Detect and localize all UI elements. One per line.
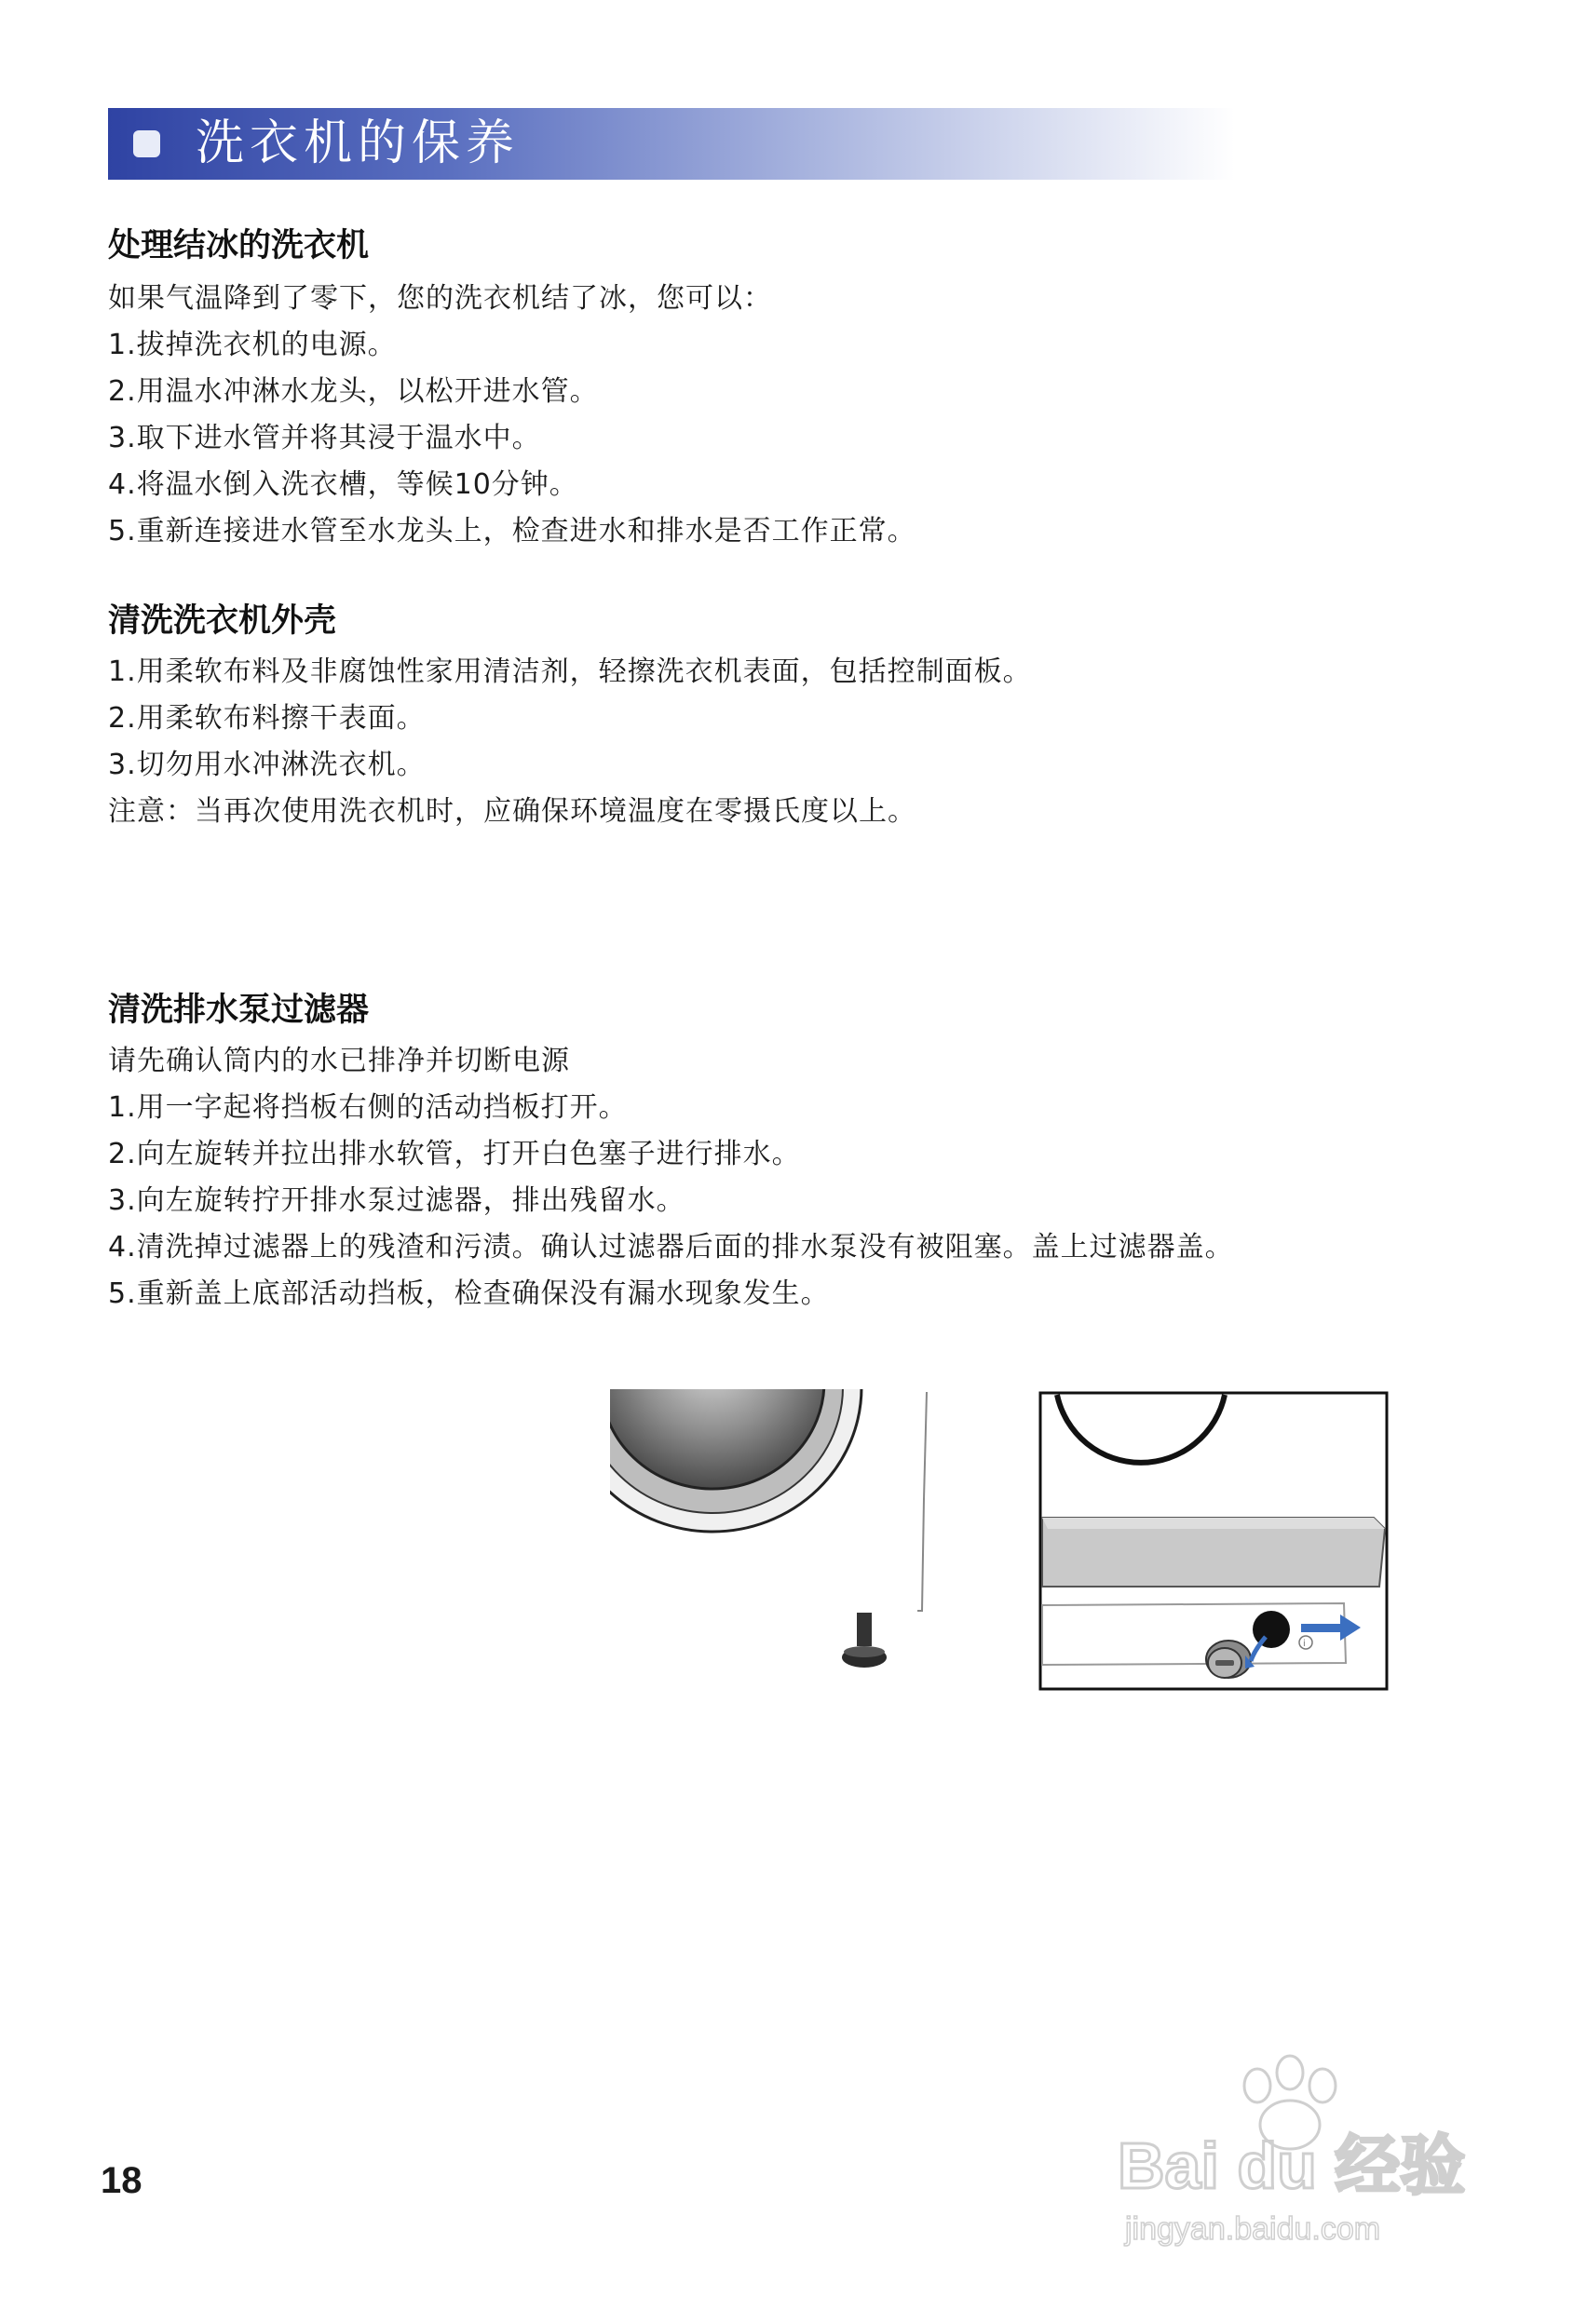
banner-square-icon: [133, 130, 160, 157]
section-cabinet-line: 2.用柔软布料擦干表面。: [108, 702, 426, 735]
washer-front-figure: [610, 1387, 945, 1695]
section-ice-line: 2.用温水冲淋水龙头，以松开进水管。: [108, 375, 599, 408]
filter-panel-figure: [1038, 1391, 1389, 1691]
service-flap: [1042, 1603, 1346, 1665]
section-title-cabinet: 清洗洗衣机外壳: [108, 602, 337, 640]
watermark-paw-icon: [1099, 2048, 1490, 2253]
section-ice-line: 1.拔掉洗衣机的电源。: [108, 329, 397, 361]
section-title-ice: 处理结冰的洗衣机: [108, 227, 370, 264]
section-cabinet-line: 1.用柔软布料及非腐蚀性家用清洁剂，轻擦洗衣机表面，包括控制面板。: [108, 655, 1032, 688]
pull-right-arrow-icon: [1301, 1624, 1344, 1632]
section-filter-line: 2.向左旋转并拉出排水软管，打开白色塞子进行排水。: [108, 1138, 801, 1170]
section-filter-line: 4.清洗掉过滤器上的残渣和污渍。确认过滤器后面的排水泵没有被阻塞。盖上过滤器盖。: [108, 1231, 1234, 1263]
baidu-jingyan-watermark: [1099, 2048, 1490, 2253]
section-ice-line: 3.取下进水管并将其浸于温水中。: [108, 422, 541, 454]
section-title-filter: 清洗排水泵过滤器: [108, 992, 370, 1029]
watermark-url: jingyan.baidu.com: [1125, 2211, 1381, 2247]
drain-hose-cap: [1253, 1611, 1290, 1648]
filter-cap: [1206, 1641, 1251, 1678]
section-ice-line: 5.重新连接进水管至水龙头上，检查进水和排水是否工作正常。: [108, 515, 916, 547]
section-filter-line: 请先确认筒内的水已排净并切断电源: [108, 1045, 570, 1077]
section-filter-line: 1.用一字起将挡板右侧的活动挡板打开。: [108, 1091, 628, 1124]
section-cabinet-line: 3.切勿用水冲淋洗衣机。: [108, 749, 426, 781]
title-banner: [108, 108, 1235, 180]
page-title: 洗衣机的保养: [196, 115, 521, 171]
svg-text:i: i: [1303, 1639, 1306, 1649]
section-filter-line: 5.重新盖上底部活动挡板，检查确保没有漏水现象发生。: [108, 1277, 830, 1310]
section-ice-line: 如果气温降到了零下，您的洗衣机结了冰，您可以：: [108, 282, 772, 315]
watermark-brand: Bai du 经验: [1118, 2129, 1466, 2202]
section-ice-line: 4.将温水倒入洗衣槽，等候10分钟。: [108, 468, 578, 501]
page-number: 18: [101, 2160, 142, 2201]
foot-stem: [857, 1613, 872, 1646]
section-filter-line: 3.向左旋转拧开排水泵过滤器，排出残留水。: [108, 1184, 685, 1217]
section-cabinet-note: 注意：当再次使用洗衣机时，应确保环境温度在零摄氏度以上。: [108, 795, 916, 828]
cabinet-edge-line: [917, 1392, 927, 1611]
